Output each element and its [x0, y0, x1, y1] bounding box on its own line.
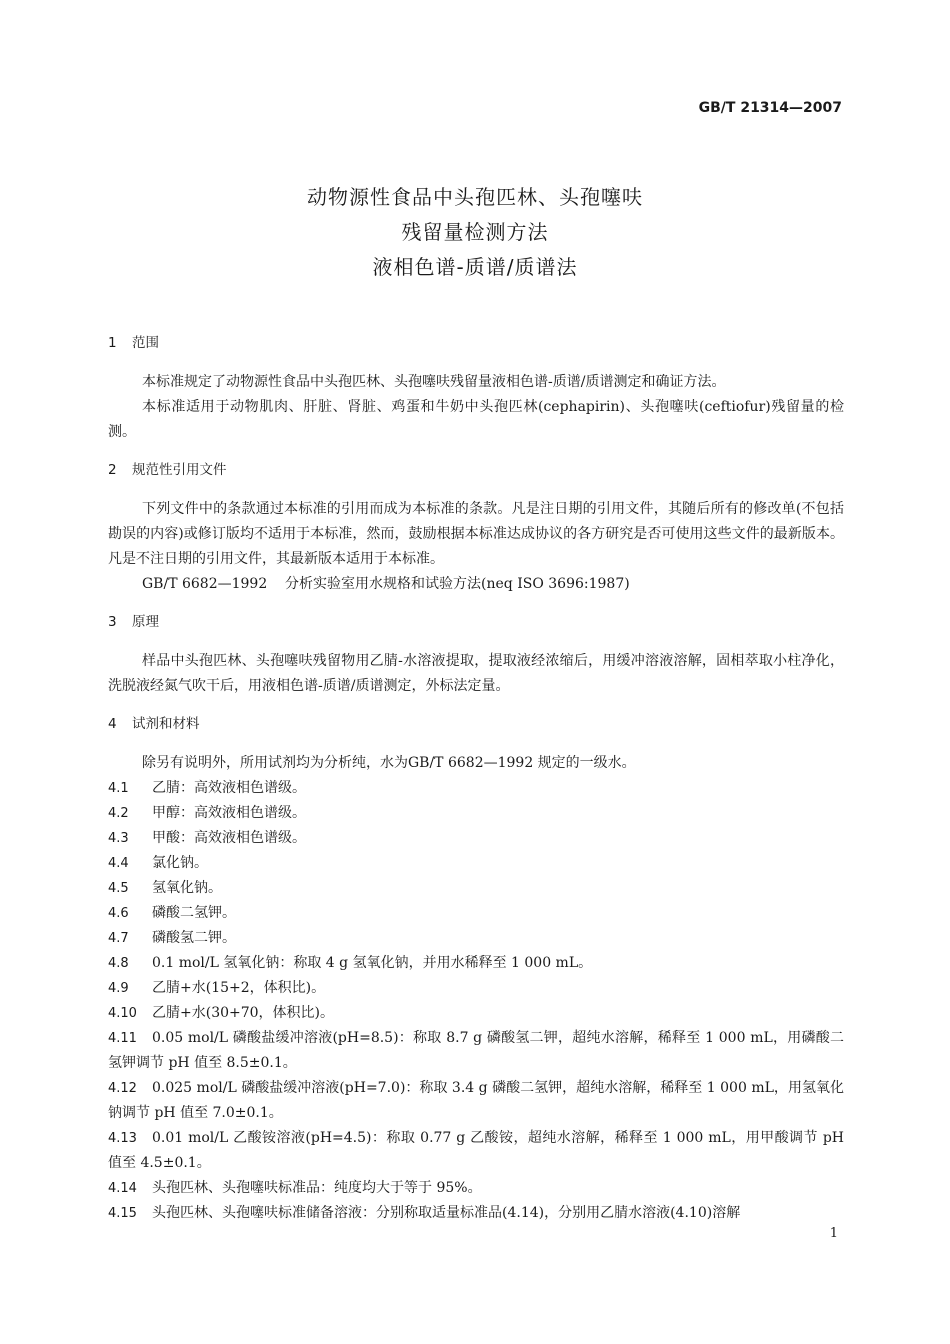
- page-number: 1: [829, 1226, 838, 1241]
- reference-title: 分析实验室用水规格和试验方法(neq ISO 3696:1987): [285, 576, 630, 592]
- item-number: 4.11: [108, 1031, 137, 1046]
- document-title: [0, 180, 950, 285]
- item-number: 4.15: [108, 1206, 137, 1221]
- section-heading-principle: [108, 609, 844, 635]
- title-line-3: 液相色谱-质谱/质谱法: [372, 255, 578, 279]
- paragraph: 下列文件中的条款通过本标准的引用而成为本标准的条款。凡是注日期的引用文件，其随后所有的修改单(不包括勘误的内容)或修订版均不适用于本标准，然而，鼓励根据本标准达成协议的各方研究是否可使用这些文件的最新版本。凡是不注日期的引用文件，其最新版本适用于本标准。: [108, 501, 844, 567]
- item-number: 4.9: [108, 981, 129, 996]
- item-text: 乙腈：高效液相色谱级。: [152, 780, 306, 796]
- list-item: [108, 1076, 844, 1126]
- item-number: 4.8: [108, 956, 129, 971]
- item-text: 乙腈+水(15+2，体积比)。: [152, 980, 326, 996]
- list-item: [108, 1176, 844, 1201]
- list-item: [108, 801, 844, 826]
- list-item: [108, 976, 844, 1001]
- item-text: 磷酸二氢钾。: [152, 905, 236, 921]
- section-title: 原理: [132, 614, 159, 630]
- section-number: 2: [108, 462, 117, 478]
- section-number: 1: [108, 335, 117, 351]
- item-number: 4.7: [108, 931, 129, 946]
- item-number: 4.2: [108, 806, 129, 821]
- list-item: [108, 826, 844, 851]
- section-title: 试剂和材料: [132, 716, 200, 732]
- section-number: 4: [108, 716, 117, 732]
- item-number: 4.12: [108, 1081, 137, 1096]
- item-text: 0.05 mol/L 磷酸盐缓冲溶液(pH=8.5)：称取 8.7 g 磷酸氢二钾，超纯水溶解，稀释至 1 000 mL，用磷酸二氢钾调节 pH 值至 8.5±0.1。: [108, 1030, 844, 1071]
- list-item: [108, 926, 844, 951]
- item-text: 氢氧化钠。: [152, 880, 222, 896]
- list-item: [108, 901, 844, 926]
- item-text: 0.01 mol/L 乙酸铵溶液(pH=4.5)：称取 0.77 g 乙酸铵，超纯水溶解，稀释至 1 000 mL，用甲酸调节 pH 值至 4.5±0.1。: [108, 1130, 844, 1171]
- item-number: 4.6: [108, 906, 129, 921]
- section-heading-scope: [108, 330, 844, 356]
- list-item: [108, 1026, 844, 1076]
- item-text: 甲酸：高效液相色谱级。: [152, 830, 306, 846]
- standard-code: GB/T 21314—2007: [698, 100, 842, 116]
- item-text: 乙腈+水(30+70，体积比)。: [152, 1005, 335, 1021]
- section-number: 3: [108, 614, 117, 630]
- item-number: 4.3: [108, 831, 129, 846]
- title-line-1: 动物源性食品中头孢匹林、头孢噻呋: [307, 185, 643, 209]
- list-item: [108, 951, 844, 976]
- document-body: [108, 330, 844, 1226]
- list-item: [108, 1126, 844, 1176]
- reference-entry: [108, 572, 844, 597]
- section-heading-reagents: [108, 711, 844, 737]
- reference-code: GB/T 6682—1992: [142, 576, 268, 592]
- section-title: 规范性引用文件: [132, 462, 227, 478]
- paragraph: 除另有说明外，所用试剂均为分析纯，水为GB/T 6682—1992 规定的一级水。: [142, 755, 636, 771]
- list-item: [108, 776, 844, 801]
- section-heading-normative-references: [108, 457, 844, 483]
- item-text: 甲醇：高效液相色谱级。: [152, 805, 306, 821]
- item-text: 头孢匹林、头孢噻呋标准品：纯度均大于等于 95%。: [152, 1180, 482, 1196]
- item-number: 4.10: [108, 1006, 137, 1021]
- paragraph: 本标准规定了动物源性食品中头孢匹林、头孢噻呋残留量液相色谱-质谱/质谱测定和确证方法。: [142, 374, 726, 390]
- list-item: [108, 851, 844, 876]
- item-text: 氯化钠。: [152, 855, 208, 871]
- item-number: 4.1: [108, 781, 129, 796]
- item-text: 头孢匹林、头孢噻呋标准储备溶液：分别称取适量标准品(4.14)，分别用乙腈水溶液(4.10)溶解: [152, 1205, 741, 1221]
- section-title: 范围: [132, 335, 159, 351]
- paragraph: 本标准适用于动物肌肉、肝脏、肾脏、鸡蛋和牛奶中头孢匹林(cephapirin)、头孢噻呋(ceftiofur)残留量的检测。: [108, 399, 844, 440]
- list-item: [108, 1201, 844, 1226]
- paragraph: 样品中头孢匹林、头孢噻呋残留物用乙腈-水溶液提取，提取液经浓缩后，用缓冲溶液溶解，固相萃取小柱净化，洗脱液经氮气吹干后，用液相色谱-质谱/质谱测定，外标法定量。: [108, 653, 844, 694]
- item-number: 4.13: [108, 1131, 137, 1146]
- item-number: 4.14: [108, 1181, 137, 1196]
- title-line-2: 残留量检测方法: [401, 220, 549, 244]
- list-item: [108, 876, 844, 901]
- item-text: 0.1 mol/L 氢氧化钠：称取 4 g 氢氧化钠，并用水稀释至 1 000 mL。: [152, 955, 593, 971]
- item-text: 磷酸氢二钾。: [152, 930, 236, 946]
- item-number: 4.5: [108, 881, 129, 896]
- item-text: 0.025 mol/L 磷酸盐缓冲溶液(pH=7.0)：称取 3.4 g 磷酸二氢钾，超纯水溶解，稀释至 1 000 mL，用氢氧化钠调节 pH 值至 7.0±0.1。: [108, 1080, 844, 1121]
- list-item: [108, 1001, 844, 1026]
- item-number: 4.4: [108, 856, 129, 871]
